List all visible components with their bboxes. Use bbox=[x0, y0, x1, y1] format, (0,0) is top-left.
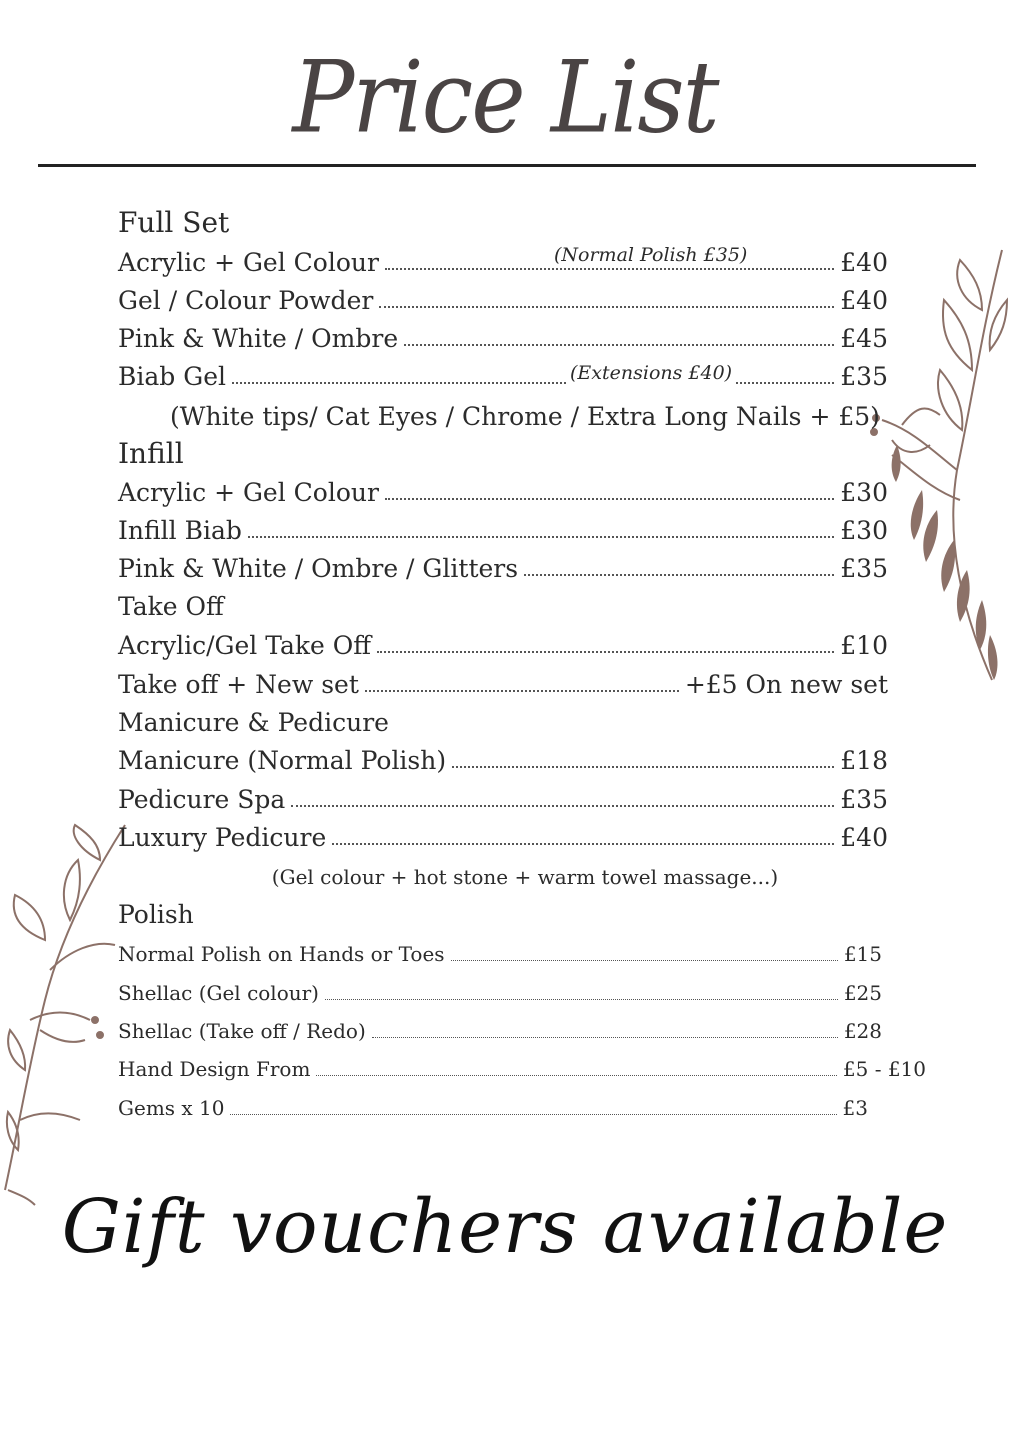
list-item: Hand Design From £5 - £10 bbox=[118, 1057, 926, 1081]
section-heading-manicure-pedicure: Manicure & Pedicure bbox=[118, 708, 389, 737]
list-item: Acrylic + Gel Colour £30 bbox=[118, 478, 888, 507]
list-item: Luxury Pedicure £40 bbox=[118, 823, 888, 852]
title-divider bbox=[38, 164, 976, 167]
list-item: Acrylic/Gel Take Off £10 bbox=[118, 631, 888, 660]
list-item: Gems x 10 £3 bbox=[118, 1096, 868, 1120]
list-item: Gel / Colour Powder £40 bbox=[118, 286, 888, 315]
section-heading-polish: Polish bbox=[118, 900, 194, 929]
section-heading-full-set: Full Set bbox=[118, 206, 230, 239]
price-note: (Extensions £40) bbox=[566, 362, 736, 384]
list-item: Shellac (Take off / Redo) £28 bbox=[118, 1019, 882, 1043]
price-note: (Normal Polish £35) bbox=[550, 244, 751, 266]
gift-vouchers-text: Gift vouchers available bbox=[61, 1184, 949, 1270]
list-item: Take off + New set +£5 On new set bbox=[118, 670, 888, 699]
section-heading-take-off: Take Off bbox=[118, 592, 224, 621]
list-item: Pink & White / Ombre £45 bbox=[118, 324, 888, 353]
page-title: Price List bbox=[292, 39, 718, 156]
list-item: Manicure (Normal Polish) £18 bbox=[118, 746, 888, 775]
extras-note: (White tips/ Cat Eyes / Chrome / Extra Long Nails + £5) bbox=[170, 402, 880, 431]
list-item: Pink & White / Ombre / Glitters £35 bbox=[118, 554, 888, 583]
list-item: Biab Gel £35 bbox=[118, 362, 888, 391]
list-item: Infill Biab £30 bbox=[118, 516, 888, 545]
list-item: Acrylic + Gel Colour £40 bbox=[118, 248, 888, 277]
luxury-pedicure-note: (Gel colour + hot stone + warm towel massage...) bbox=[271, 865, 779, 889]
list-item: Pedicure Spa £35 bbox=[118, 785, 888, 814]
list-item: Shellac (Gel colour) £25 bbox=[118, 981, 882, 1005]
section-heading-infill: Infill bbox=[118, 437, 184, 470]
list-item: Normal Polish on Hands or Toes £15 bbox=[118, 942, 882, 966]
